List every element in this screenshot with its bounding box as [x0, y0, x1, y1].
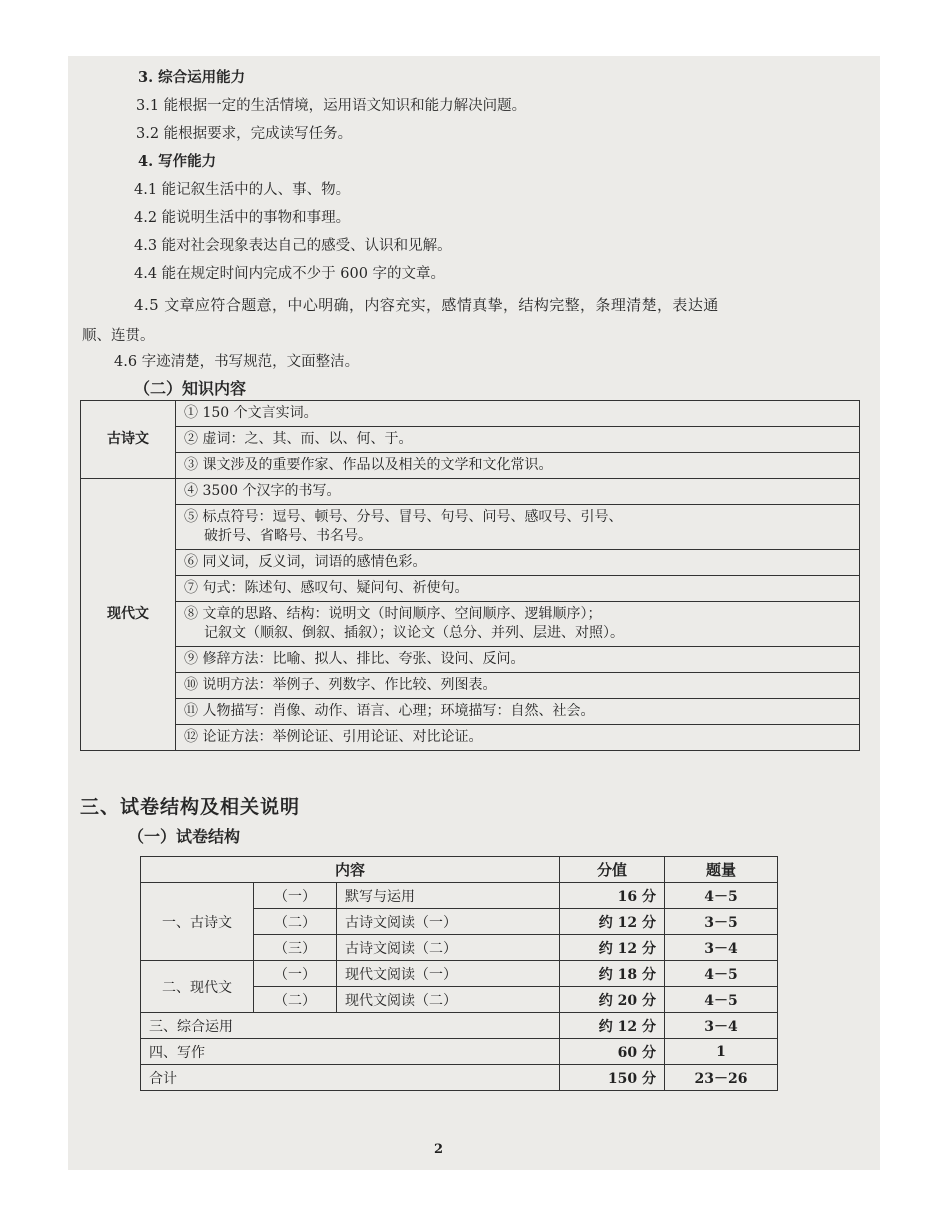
table-cell: ⑪ 人物描写：肖像、动作、语言、心理；环境描写：自然、社会。	[176, 699, 860, 725]
exam-structure-table	[140, 856, 778, 1091]
table-cell: （一）	[254, 883, 337, 909]
table-row	[141, 883, 778, 909]
table-row	[141, 1065, 778, 1091]
header-cell: 内容	[141, 857, 560, 883]
table-cell: 默写与运用	[337, 883, 560, 909]
cell-line: 破折号、省略号、书名号。	[204, 528, 372, 544]
table-cell: 三、综合运用	[141, 1013, 560, 1039]
table-row	[141, 1013, 778, 1039]
table-cell: 23－26	[665, 1065, 778, 1091]
table-cell: 4－5	[665, 883, 778, 909]
table-row	[141, 1039, 778, 1065]
page-number: 2	[434, 1142, 444, 1157]
table-cell: 现代文阅读（一）	[337, 961, 560, 987]
table-row	[81, 427, 860, 453]
table-cell: （二）	[254, 987, 337, 1013]
knowledge-table	[80, 400, 860, 751]
table-row	[81, 401, 860, 427]
table-cell: ① 150 个文言实词。	[176, 401, 860, 427]
table-cell: 3－5	[665, 909, 778, 935]
cell-line: 记叙文（顺叙、倒叙、插叙）；议论文（总分、并列、层进、对照）。	[204, 625, 624, 641]
table-cell: （三）	[254, 935, 337, 961]
header-cell: 题量	[665, 857, 778, 883]
category-cell: 古诗文	[81, 401, 176, 479]
section-heading: 4. 写作能力	[138, 153, 217, 170]
table-cell: 现代文阅读（二）	[337, 987, 560, 1013]
table-cell: 约 20 分	[560, 987, 665, 1013]
table-cell: ⑦ 句式：陈述句、感叹句、疑问句、祈使句。	[176, 576, 860, 602]
table-cell: 古诗文阅读（一）	[337, 909, 560, 935]
table-cell: ⑨ 修辞方法：比喻、拟人、排比、夸张、设问、反问。	[176, 647, 860, 673]
group-cell: 一、古诗文	[141, 883, 254, 961]
document-page	[68, 56, 880, 1170]
table-cell	[176, 505, 860, 550]
table-cell: 4－5	[665, 961, 778, 987]
table-cell	[176, 602, 860, 647]
section-title: 三、试卷结构及相关说明	[80, 796, 301, 818]
table-cell: 3－4	[665, 935, 778, 961]
header-cell: 分值	[560, 857, 665, 883]
table-row	[81, 453, 860, 479]
table-row	[81, 647, 860, 673]
table-cell: 4－5	[665, 987, 778, 1013]
table-row	[141, 857, 778, 883]
table-row	[81, 479, 860, 505]
table-row	[141, 961, 778, 987]
table-cell: 约 18 分	[560, 961, 665, 987]
text-line: 顺、连贯。	[82, 328, 155, 344]
table-cell: 约 12 分	[560, 1013, 665, 1039]
table-cell: 60 分	[560, 1039, 665, 1065]
table-row	[81, 550, 860, 576]
table-row	[81, 505, 860, 550]
table-cell: ⑥ 同义词，反义词，词语的感情色彩。	[176, 550, 860, 576]
table-cell: 约 12 分	[560, 935, 665, 961]
table-row	[81, 699, 860, 725]
table-cell: 1	[665, 1039, 778, 1065]
table-cell: （二）	[254, 909, 337, 935]
subsection-heading: （一）试卷结构	[128, 827, 241, 846]
text-line: 3.2 能根据要求，完成读写任务。	[136, 126, 353, 142]
table-cell: ③ 课文涉及的重要作家、作品以及相关的文学和文化常识。	[176, 453, 860, 479]
cell-line: ⑤ 标点符号：逗号、顿号、分号、冒号、句号、问号、感叹号、引号、	[184, 509, 623, 525]
table-cell: 古诗文阅读（二）	[337, 935, 560, 961]
table-cell: ⑫ 论证方法：举例论证、引用论证、对比论证。	[176, 725, 860, 751]
table-cell: 16 分	[560, 883, 665, 909]
text-line: 4.5 文章应符合题意，中心明确，内容充实，感情真挚，结构完整，条理清楚，表达通	[134, 296, 719, 314]
table-cell: ④ 3500 个汉字的书写。	[176, 479, 860, 505]
table-row	[81, 602, 860, 647]
table-row	[81, 576, 860, 602]
text-line: 4.4 能在规定时间内完成不少于 600 字的文章。	[134, 266, 446, 282]
table-cell: （一）	[254, 961, 337, 987]
text-line: 4.3 能对社会现象表达自己的感受、认识和见解。	[134, 238, 452, 254]
table-cell: 约 12 分	[560, 909, 665, 935]
category-cell: 现代文	[81, 479, 176, 751]
table-cell: ② 虚词：之、其、而、以、何、于。	[176, 427, 860, 453]
table-cell: 四、写作	[141, 1039, 560, 1065]
text-line: 3.1 能根据一定的生活情境，运用语文知识和能力解决问题。	[136, 98, 527, 114]
table-cell: 合计	[141, 1065, 560, 1091]
table-cell: 150 分	[560, 1065, 665, 1091]
table-row	[81, 725, 860, 751]
section-heading: 3. 综合运用能力	[138, 69, 246, 86]
group-cell: 二、现代文	[141, 961, 254, 1013]
cell-line: ⑧ 文章的思路、结构：说明文（时间顺序、空间顺序、逻辑顺序）；	[184, 606, 602, 622]
text-line: 4.2 能说明生活中的事物和事理。	[134, 210, 351, 226]
table-cell: 3－4	[665, 1013, 778, 1039]
text-line: 4.1 能记叙生活中的人、事、物。	[134, 182, 351, 198]
table-cell: ⑩ 说明方法：举例子、列数字、作比较、列图表。	[176, 673, 860, 699]
subsection-heading: （二）知识内容	[134, 379, 247, 398]
text-line: 4.6 字迹清楚，书写规范，文面整洁。	[114, 354, 360, 370]
table-row	[81, 673, 860, 699]
